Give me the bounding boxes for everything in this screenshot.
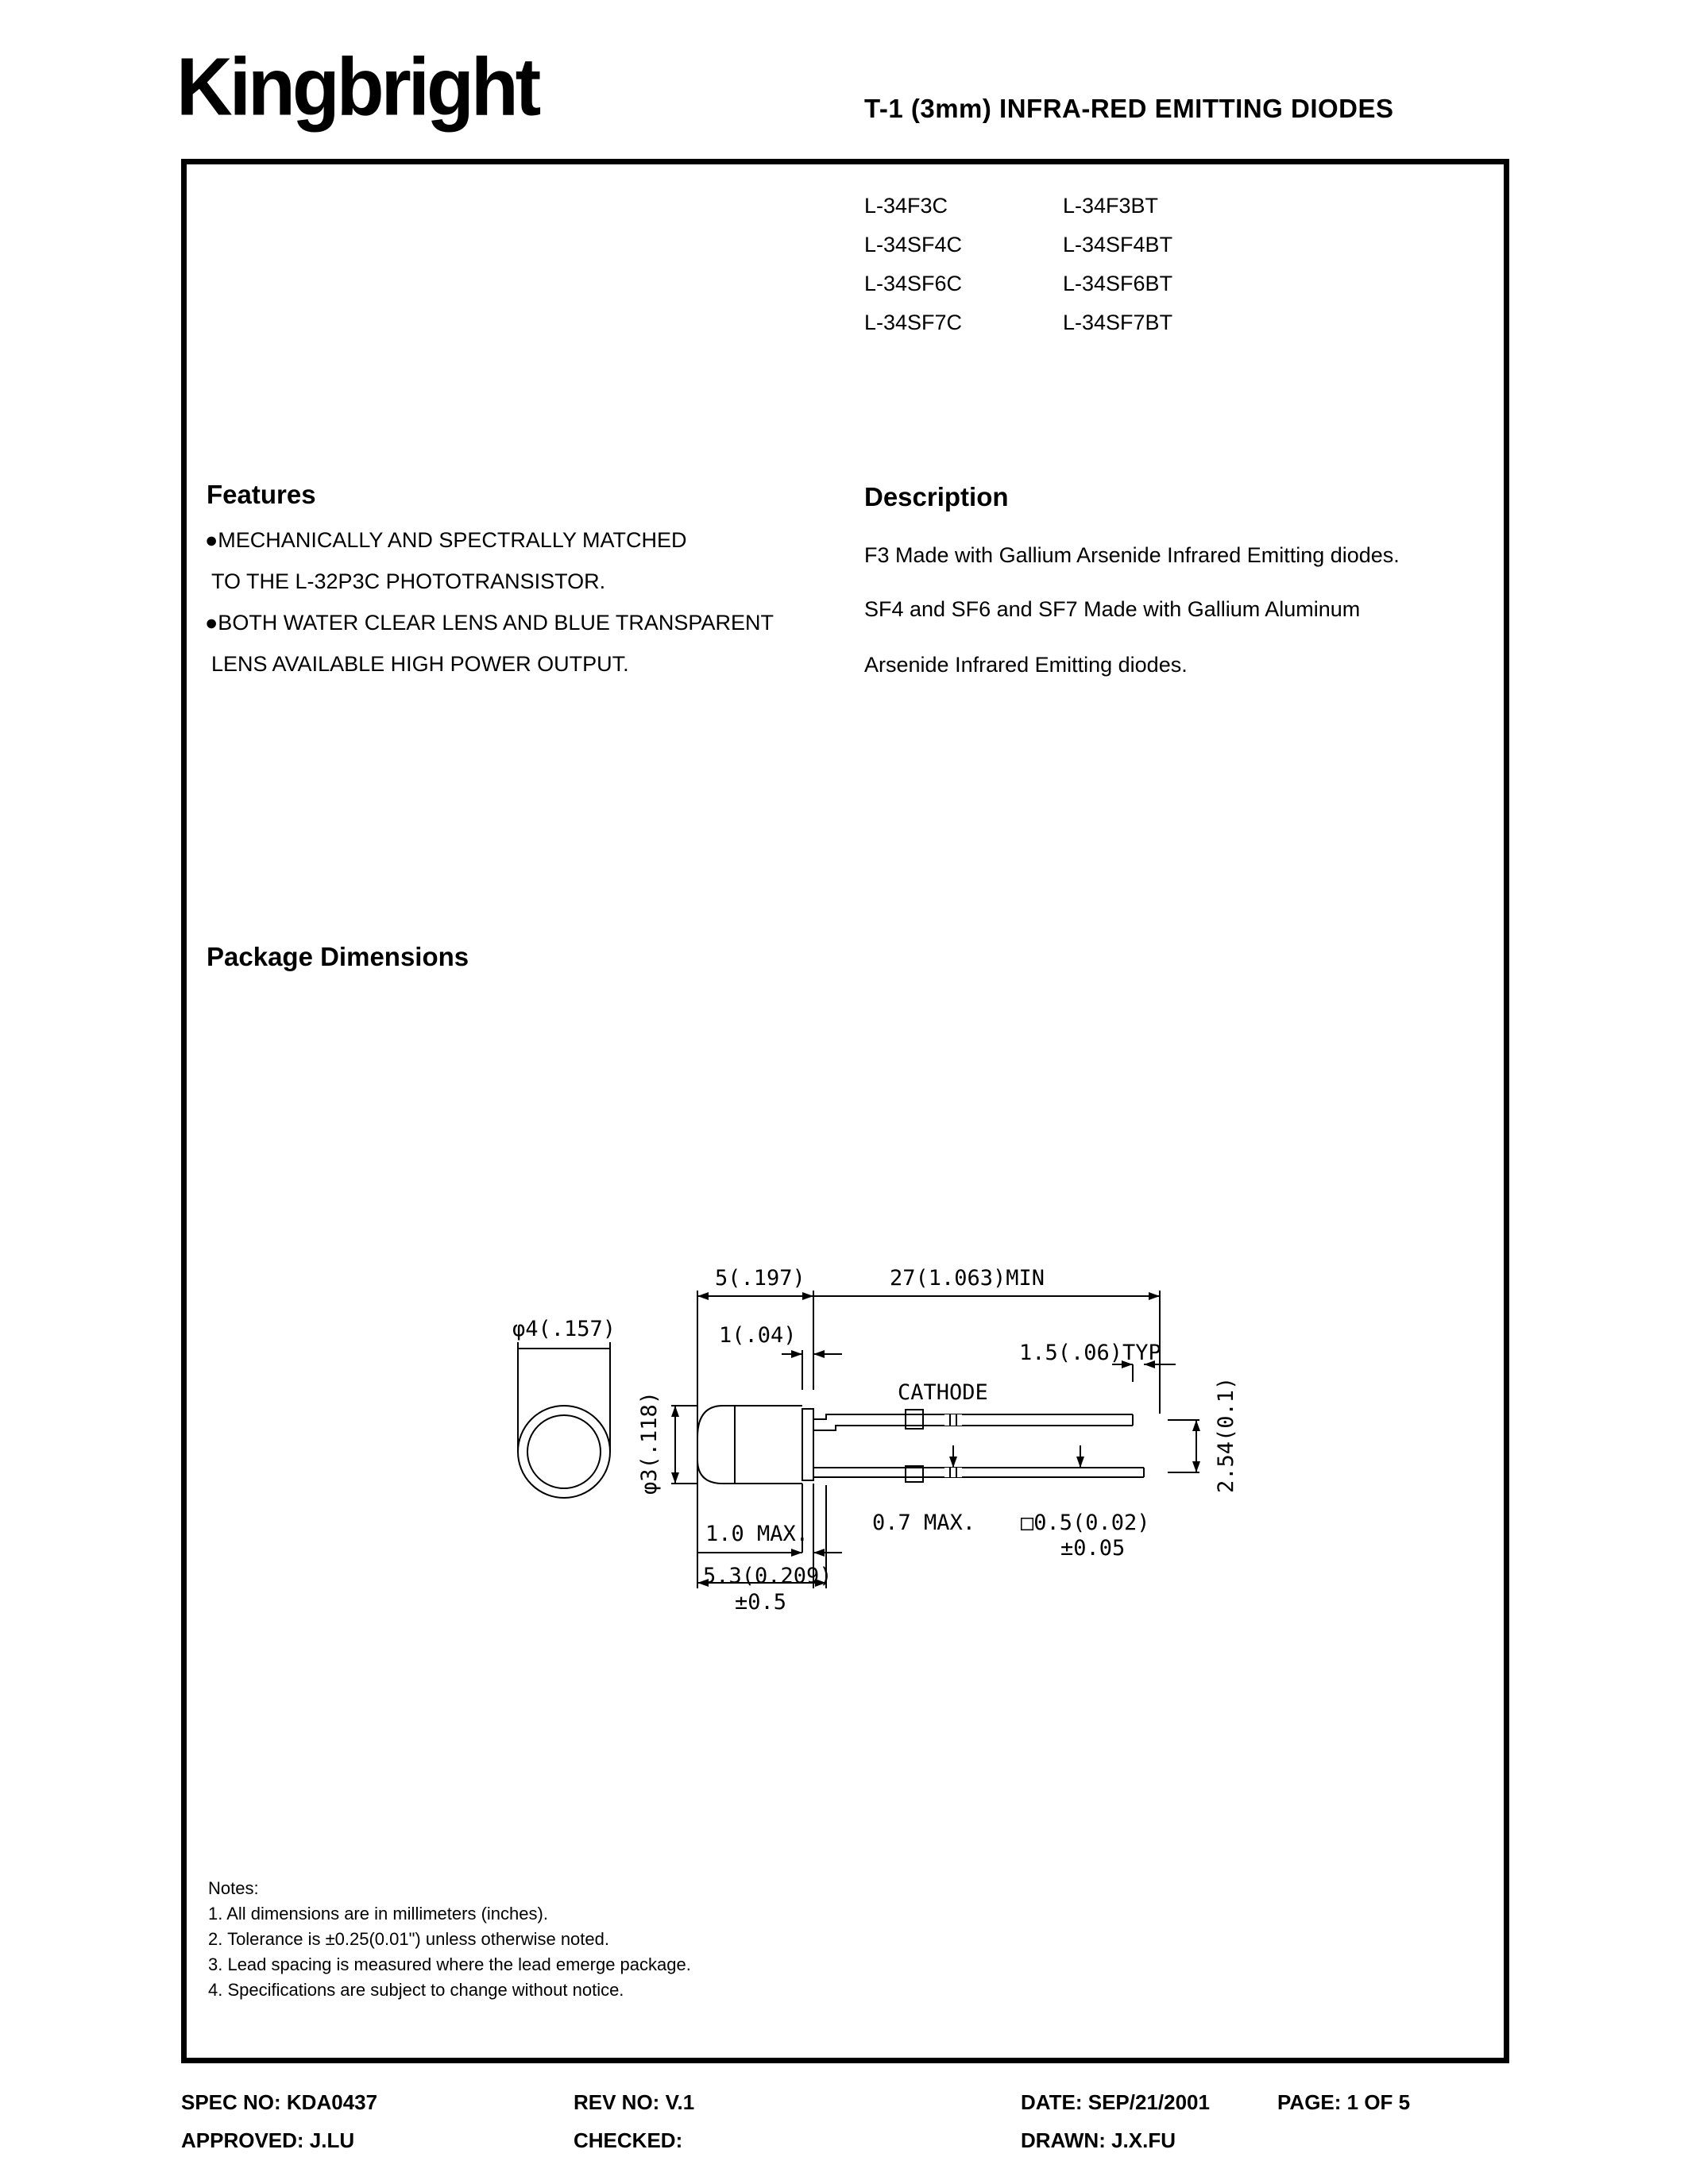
top-view-inner-circle xyxy=(527,1415,601,1488)
brand-logo: Kingbright xyxy=(176,41,539,133)
features-heading: Features xyxy=(207,480,316,509)
notes xyxy=(208,1876,691,2003)
part-number: L-34SF4C xyxy=(864,233,963,257)
part-number: L-34SF4BT xyxy=(1063,233,1173,257)
note-item: 3. Lead spacing is measured where the lead emerge package. xyxy=(208,1954,691,1974)
dim-label: 5(.197) xyxy=(715,1266,805,1291)
description-line: Arsenide Infrared Emitting diodes. xyxy=(864,653,1188,677)
dim-label: CATHODE xyxy=(898,1380,988,1405)
package-dimensions-heading: Package Dimensions xyxy=(207,942,469,971)
revision-number: REV NO: V.1 xyxy=(574,2090,695,2114)
dim-label: 2.54(0.1) xyxy=(1214,1376,1238,1493)
dim-label: 27(1.063)MIN xyxy=(890,1266,1045,1291)
notes-title: Notes: xyxy=(208,1878,259,1898)
part-number: L-34F3C xyxy=(864,194,948,218)
note-item: 1. All dimensions are in millimeters (inches). xyxy=(208,1904,548,1924)
part-number: L-34SF7BT xyxy=(1063,311,1173,334)
dim-label: 1.0 MAX. xyxy=(705,1522,809,1546)
date: DATE: SEP/21/2001 xyxy=(1021,2090,1210,2114)
dim-label: φ4(.157) xyxy=(512,1317,616,1341)
spec-number: SPEC NO: KDA0437 xyxy=(181,2090,378,2114)
feature-line: TO THE L-32P3C PHOTOTRANSISTOR. xyxy=(211,569,606,593)
dim-label: φ3(.118) xyxy=(637,1391,662,1495)
description-heading: Description xyxy=(864,482,1009,511)
part-number: L-34SF6BT xyxy=(1063,272,1173,295)
dim-label: 5.3(0.209) xyxy=(703,1564,832,1588)
description-line: F3 Made with Gallium Arsenide Infrared Emitting diodes. xyxy=(864,543,1400,567)
part-number: L-34SF7C xyxy=(864,311,963,334)
page-indicator: PAGE: 1 OF 5 xyxy=(1277,2090,1411,2114)
part-number: L-34F3BT xyxy=(1063,194,1159,218)
checked-by: CHECKED: xyxy=(574,2128,683,2152)
approved-by: APPROVED: J.LU xyxy=(181,2128,355,2152)
feature-line: ●BOTH WATER CLEAR LENS AND BLUE TRANSPARENT xyxy=(205,611,774,635)
dim-label: 0.7 MAX. xyxy=(872,1511,976,1535)
note-item: 2. Tolerance is ±0.25(0.01") unless otherwise noted. xyxy=(208,1929,609,1949)
dim-label: □0.5(0.02) xyxy=(1021,1511,1150,1535)
dim-label: ±0.05 xyxy=(1060,1536,1126,1561)
feature-line: ●MECHANICALLY AND SPECTRALLY MATCHED xyxy=(205,528,687,552)
dim-label: 1.5(.06)TYP xyxy=(1019,1341,1161,1365)
part-number: L-34SF6C xyxy=(864,272,963,295)
led-flange xyxy=(802,1409,813,1480)
note-item: 4. Specifications are subject to change without notice. xyxy=(208,1980,624,2000)
description-line: SF4 and SF6 and SF7 Made with Gallium Aluminum xyxy=(864,597,1361,621)
feature-line: LENS AVAILABLE HIGH POWER OUTPUT. xyxy=(211,652,629,676)
top-view-outer-circle xyxy=(518,1406,610,1498)
dim-label: ±0.5 xyxy=(735,1590,787,1615)
drawn-by: DRAWN: J.X.FU xyxy=(1021,2128,1176,2152)
led-lens xyxy=(697,1406,735,1484)
document-title: T-1 (3mm) INFRA-RED EMITTING DIODES xyxy=(864,94,1394,123)
dim-label: 1(.04) xyxy=(719,1323,797,1348)
